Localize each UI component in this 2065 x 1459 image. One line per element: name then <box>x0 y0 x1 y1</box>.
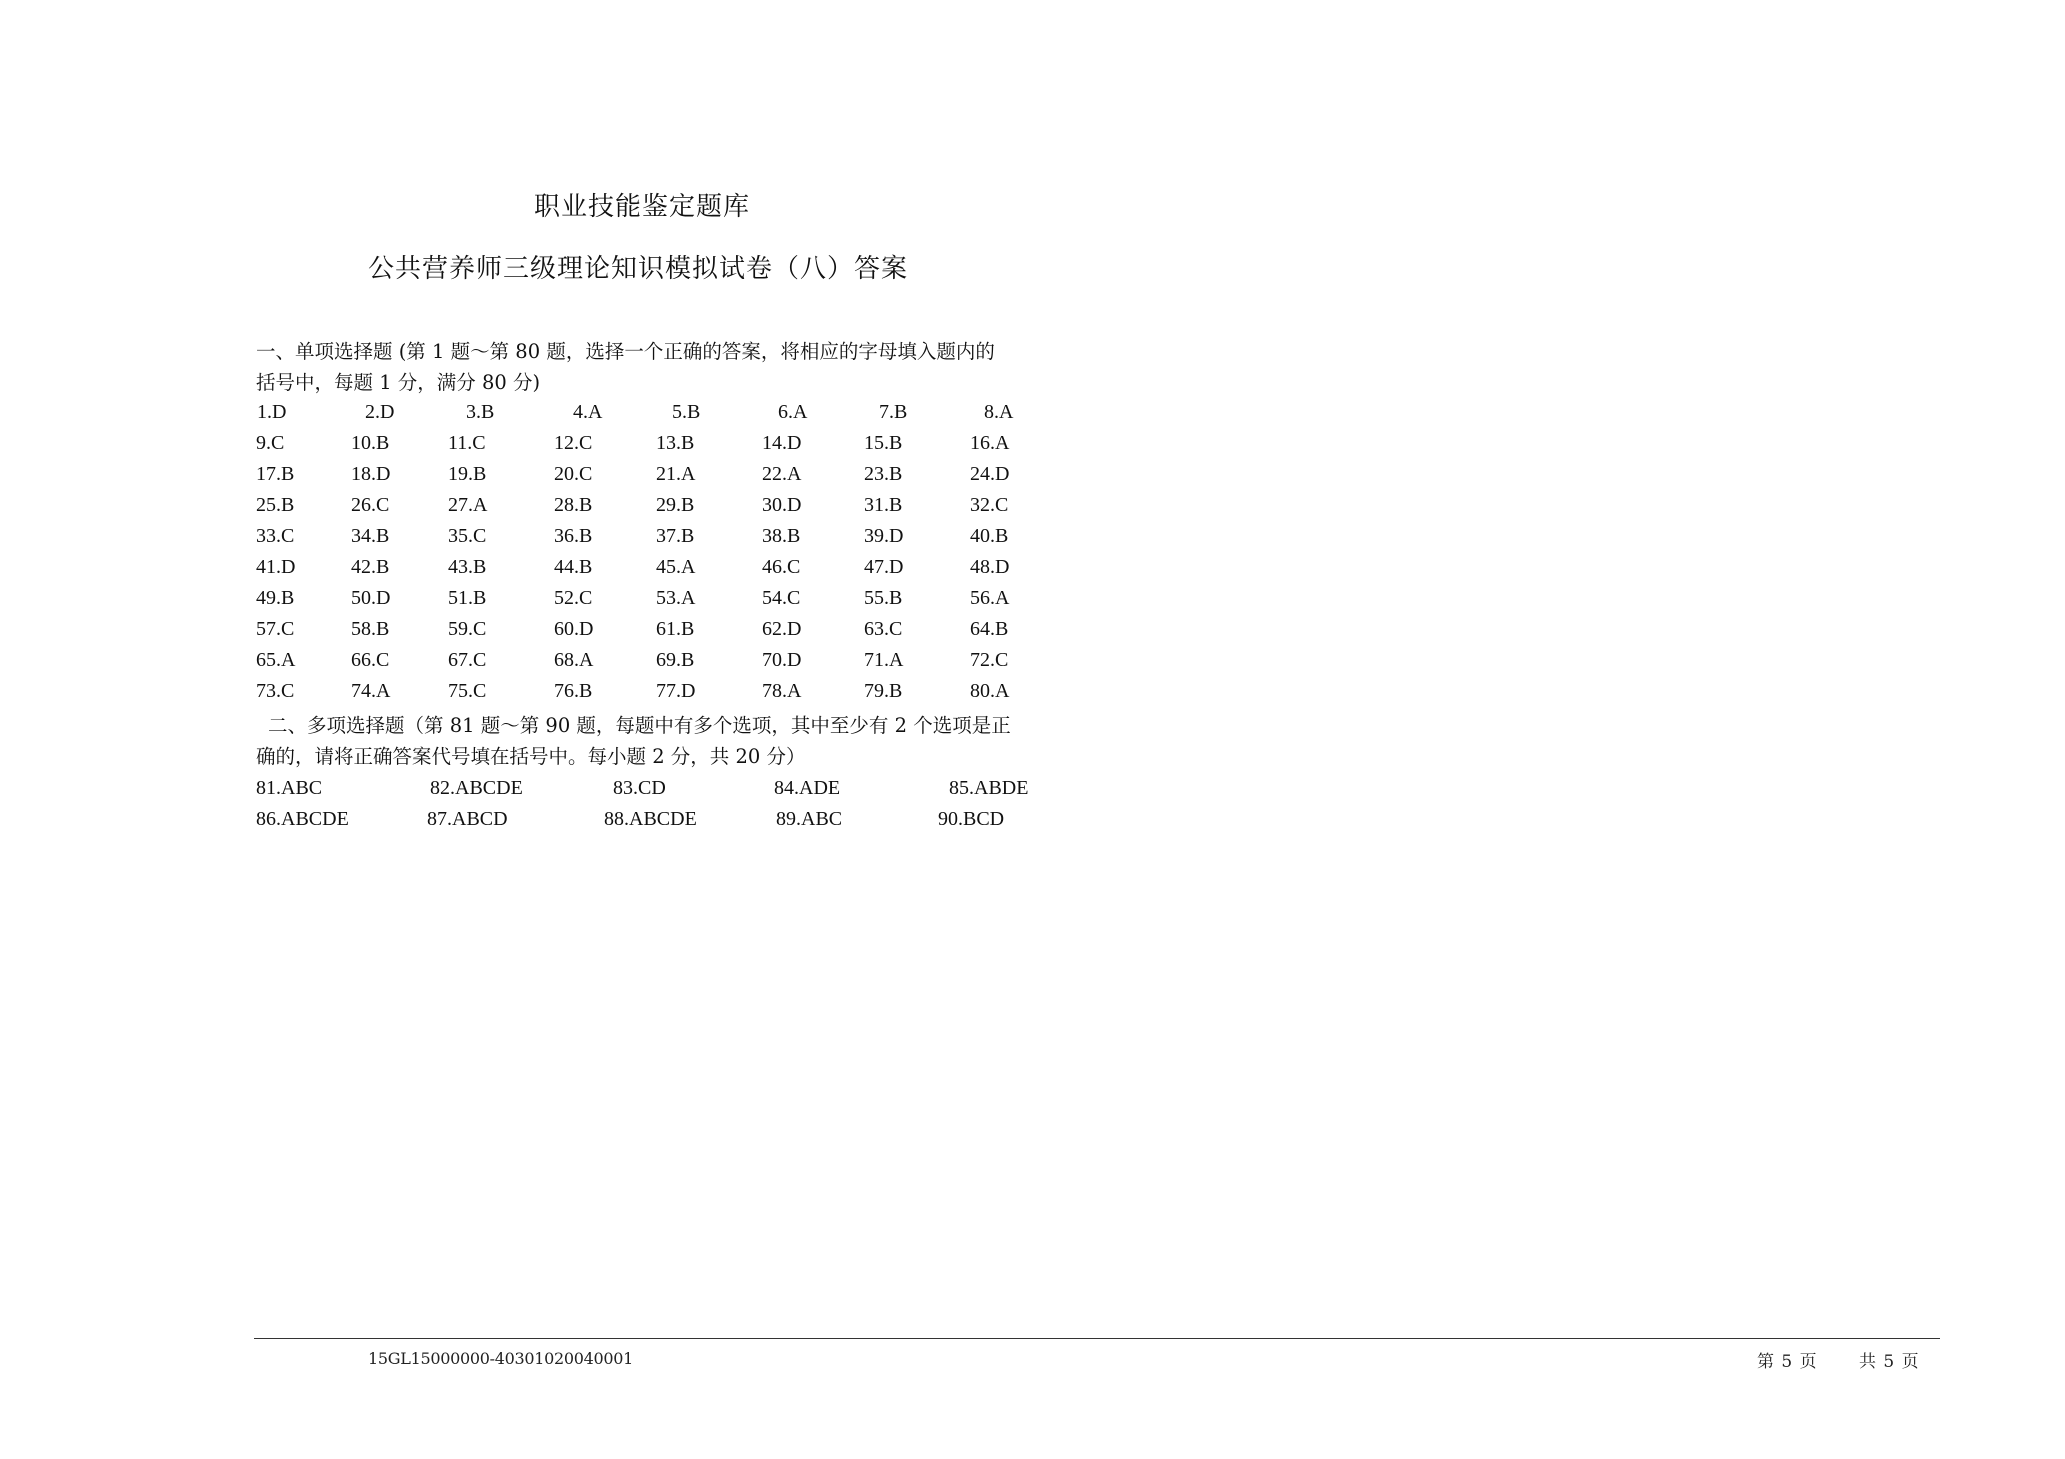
answer-item: 48.D <box>970 556 1010 578</box>
answer-item: 14.D <box>762 432 802 454</box>
single-choice-answer-grid <box>256 397 1046 707</box>
answer-item: 22.A <box>762 463 802 485</box>
answer-item: 30.D <box>762 494 802 516</box>
answer-item: 5.B <box>672 401 701 423</box>
answer-item: 73.C <box>256 680 295 702</box>
answer-item: 18.D <box>351 463 391 485</box>
answer-item: 46.C <box>762 556 801 578</box>
answer-item: 74.A <box>351 680 391 702</box>
answer-item: 12.C <box>554 432 593 454</box>
answer-item: 53.A <box>656 587 696 609</box>
answer-item: 4.A <box>573 401 603 423</box>
answer-item: 44.B <box>554 556 593 578</box>
answer-item: 87.ABCD <box>427 808 508 830</box>
answer-item: 28.B <box>554 494 593 516</box>
answer-item: 76.B <box>554 680 593 702</box>
answer-item: 80.A <box>970 680 1010 702</box>
section2-heading <box>256 710 1011 772</box>
answer-item: 52.C <box>554 587 593 609</box>
answer-item: 34.B <box>351 525 390 547</box>
answer-item: 81.ABC <box>256 777 323 799</box>
answer-item: 20.C <box>554 463 593 485</box>
answer-item: 63.C <box>864 618 903 640</box>
answer-item: 90.BCD <box>938 808 1005 830</box>
answer-item: 68.A <box>554 649 594 671</box>
answer-item: 27.A <box>448 494 488 516</box>
answer-item: 11.C <box>448 432 486 454</box>
answer-item: 62.D <box>762 618 802 640</box>
answer-item: 38.B <box>762 525 801 547</box>
answer-item: 50.D <box>351 587 391 609</box>
answer-item: 25.B <box>256 494 295 516</box>
answer-item: 8.A <box>984 401 1014 423</box>
answer-item: 37.B <box>656 525 695 547</box>
answer-item: 9.C <box>256 432 285 454</box>
footer-page-number: 第 5 页 <box>1757 1352 1817 1372</box>
answer-item: 59.C <box>448 618 487 640</box>
answer-item: 33.C <box>256 525 295 547</box>
answer-item: 61.B <box>656 618 695 640</box>
answer-item: 42.B <box>351 556 390 578</box>
answer-item: 2.D <box>365 401 395 423</box>
answer-item: 82.ABCDE <box>430 777 523 799</box>
section2-heading-line1: 二、多项选择题（第 81 题～第 90 题，每题中有多个选项，其中至少有 2 个选项是正 <box>268 714 1011 737</box>
answer-item: 21.A <box>656 463 696 485</box>
answer-item: 71.A <box>864 649 904 671</box>
answer-item: 65.A <box>256 649 296 671</box>
answer-item: 45.A <box>656 556 696 578</box>
answer-item: 84.ADE <box>774 777 841 799</box>
answer-item: 16.A <box>970 432 1010 454</box>
answer-item: 19.B <box>448 463 487 485</box>
answer-item: 54.C <box>762 587 801 609</box>
section1-heading <box>256 336 995 398</box>
answer-item: 35.C <box>448 525 487 547</box>
answer-item: 47.D <box>864 556 904 578</box>
document-title: 职业技能鉴定题库 <box>534 192 751 222</box>
answer-item: 43.B <box>448 556 487 578</box>
document-subtitle: 公共营养师三级理论知识模拟试卷（八）答案 <box>368 254 909 284</box>
answer-item: 77.D <box>656 680 696 702</box>
answer-item: 67.C <box>448 649 487 671</box>
answer-item: 69.B <box>656 649 695 671</box>
answer-item: 56.A <box>970 587 1010 609</box>
answer-item: 57.C <box>256 618 295 640</box>
answer-item: 89.ABC <box>776 808 843 830</box>
answer-item: 85.ABDE <box>949 777 1029 799</box>
answer-item: 41.D <box>256 556 296 578</box>
answer-item: 86.ABCDE <box>256 808 349 830</box>
answer-item: 60.D <box>554 618 594 640</box>
footer-rule <box>254 1338 1940 1339</box>
answer-item: 13.B <box>656 432 695 454</box>
answer-item: 75.C <box>448 680 487 702</box>
answer-item: 23.B <box>864 463 903 485</box>
answer-item: 66.C <box>351 649 390 671</box>
answer-item: 79.B <box>864 680 903 702</box>
answer-item: 78.A <box>762 680 802 702</box>
answer-item: 3.B <box>466 401 495 423</box>
answer-item: 10.B <box>351 432 390 454</box>
footer-code: 15GL15000000-40301020040001 <box>368 1349 634 1368</box>
answer-item: 55.B <box>864 587 903 609</box>
answer-item: 24.D <box>970 463 1010 485</box>
answer-item: 6.A <box>778 401 808 423</box>
answer-item: 1.D <box>257 401 287 423</box>
answer-item: 36.B <box>554 525 593 547</box>
answer-item: 88.ABCDE <box>604 808 697 830</box>
answer-item: 72.C <box>970 649 1009 671</box>
answer-item: 29.B <box>656 494 695 516</box>
answer-item: 32.C <box>970 494 1009 516</box>
answer-item: 49.B <box>256 587 295 609</box>
answer-item: 31.B <box>864 494 903 516</box>
answer-item: 64.B <box>970 618 1009 640</box>
answer-item: 83.CD <box>613 777 666 799</box>
answer-item: 58.B <box>351 618 390 640</box>
answer-item: 26.C <box>351 494 390 516</box>
multi-choice-answer-grid <box>256 773 1046 835</box>
section1-heading-line2: 括号中，每题 1 分，满分 80 分) <box>256 371 541 394</box>
answer-item: 40.B <box>970 525 1009 547</box>
footer-total-pages: 共 5 页 <box>1859 1352 1919 1372</box>
answer-item: 51.B <box>448 587 487 609</box>
answer-item: 15.B <box>864 432 903 454</box>
answer-item: 7.B <box>879 401 908 423</box>
answer-item: 70.D <box>762 649 802 671</box>
answer-item: 39.D <box>864 525 904 547</box>
section1-heading-line1: 一、单项选择题 (第 1 题～第 80 题，选择一个正确的答案，将相应的字母填入题内的 <box>256 340 995 363</box>
section2-heading-line2: 确的，请将正确答案代号填在括号中。每小题 2 分，共 20 分） <box>256 745 806 768</box>
answer-item: 17.B <box>256 463 295 485</box>
